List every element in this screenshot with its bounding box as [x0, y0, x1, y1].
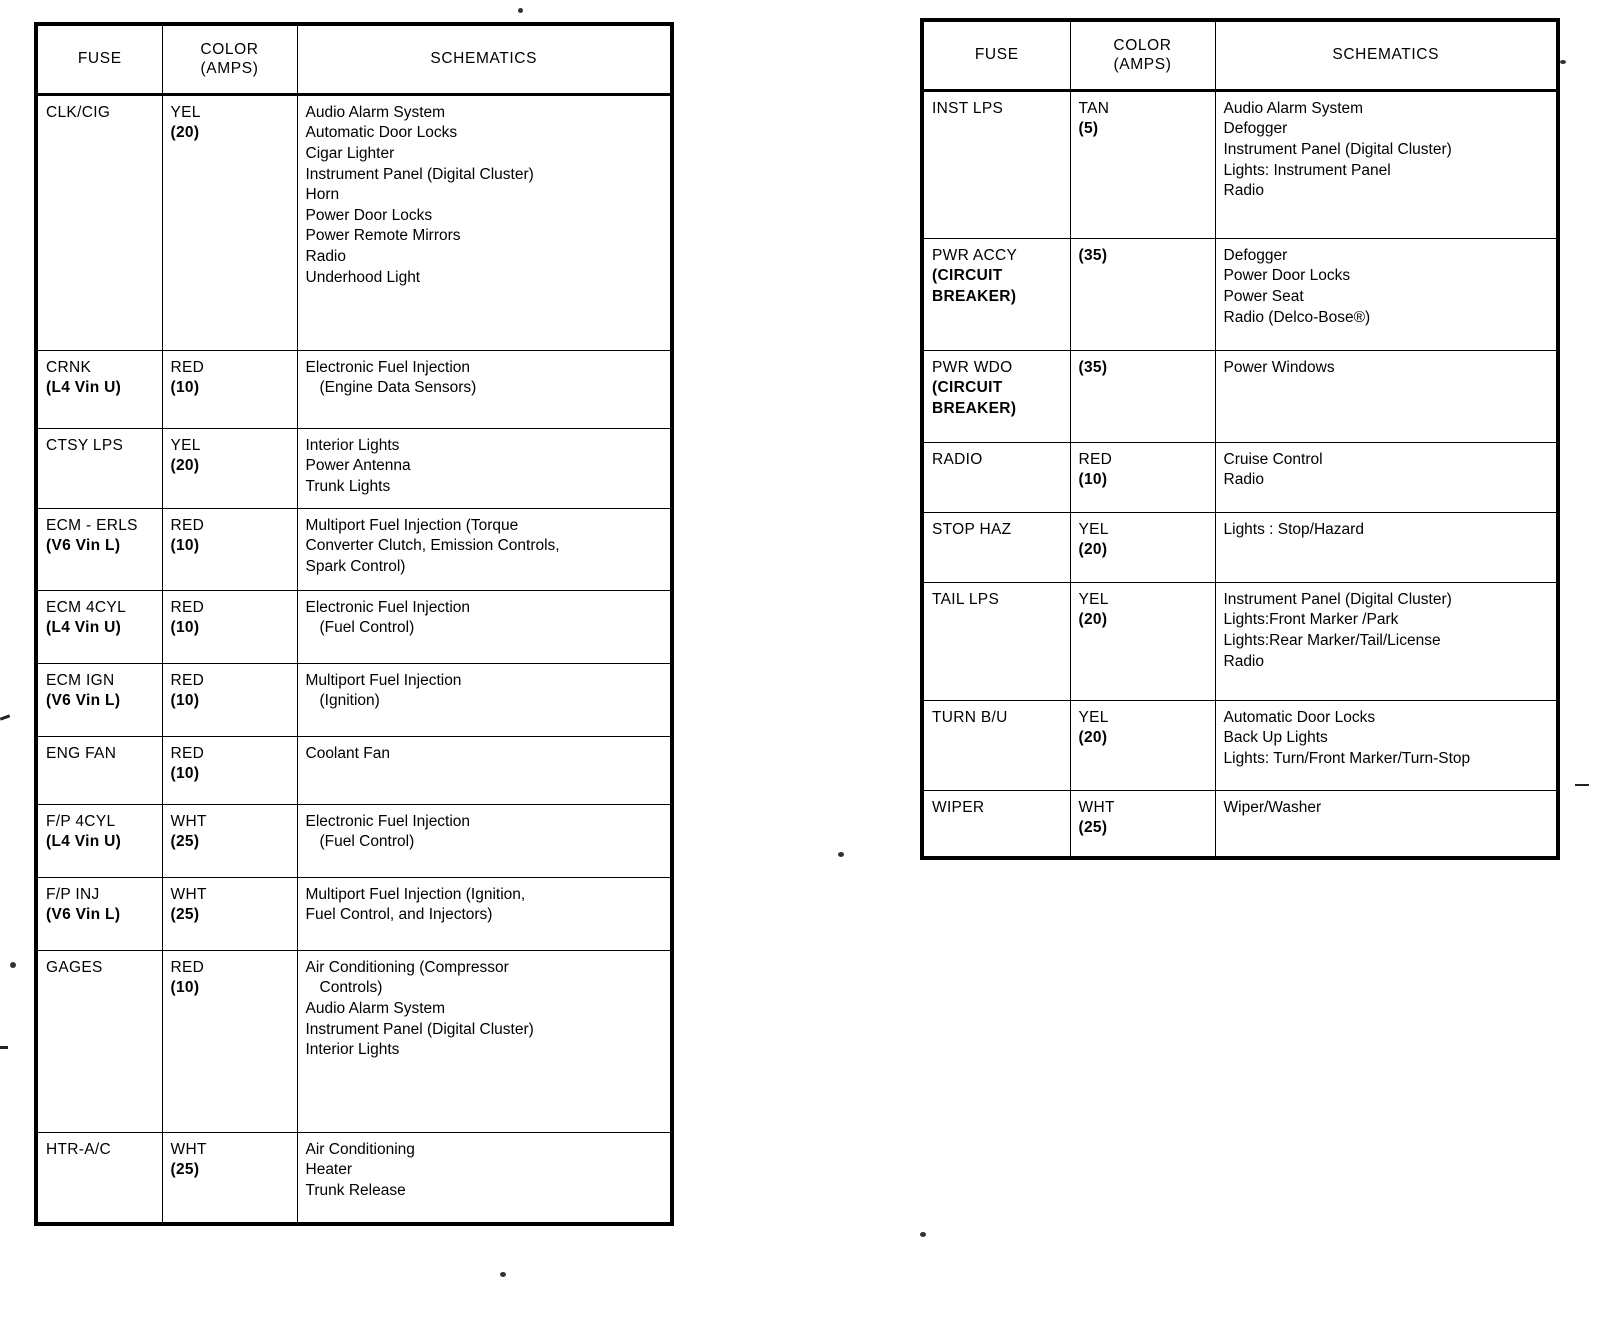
table-row — [38, 736, 670, 804]
table-header — [38, 26, 670, 94]
cell-fuse — [38, 94, 162, 350]
schematic-line: Radio (Delco-Bose®) — [1223, 308, 1371, 326]
table-row — [38, 663, 670, 736]
schematic-line: Instrument Panel (Digital Cluster) — [305, 1020, 534, 1038]
cell-schematics — [297, 1132, 670, 1222]
header-color-line2: (AMPS) — [1113, 56, 1172, 74]
cell-schematics — [297, 950, 670, 1132]
table-row — [38, 877, 670, 950]
fuse-name: TAIL LPS — [932, 590, 1000, 608]
fuse-subtext: BREAKER) — [932, 399, 1017, 417]
cell-color-amps — [162, 508, 297, 590]
scan-mark — [0, 1046, 8, 1049]
table-row — [924, 350, 1556, 442]
fuse-name: PWR ACCY — [932, 246, 1018, 264]
fuse-name: F/P INJ — [46, 885, 100, 903]
schematic-line: Audio Alarm System — [1223, 99, 1364, 117]
table-header — [924, 22, 1556, 90]
header-row — [924, 22, 1556, 90]
schematic-line: (Engine Data Sensors) — [319, 379, 477, 397]
cell-schematics — [1215, 512, 1556, 582]
fuse-amps: (25) — [170, 833, 200, 851]
cell-fuse — [38, 877, 162, 950]
fuse-amps: (20) — [170, 457, 200, 475]
schematic-line: Automatic Door Locks — [1223, 708, 1376, 726]
cell-schematics — [1215, 350, 1556, 442]
schematic-line: Power Windows — [1223, 358, 1335, 376]
fuse-name: ENG FAN — [46, 744, 117, 762]
fuse-color: WHT — [170, 812, 207, 830]
fuse-amps: (20) — [1078, 611, 1108, 629]
schematic-line: Interior Lights — [305, 1041, 400, 1059]
schematic-line: Radio — [1223, 182, 1264, 200]
fuse-name: ECM IGN — [46, 671, 115, 689]
schematic-line: Audio Alarm System — [305, 103, 446, 121]
schematic-line: Power Antenna — [305, 457, 411, 475]
fuse-amps: (20) — [1078, 541, 1108, 559]
scan-speck — [1560, 60, 1566, 64]
table-row — [924, 700, 1556, 790]
schematic-line: Multiport Fuel Injection — [305, 671, 462, 689]
cell-fuse — [924, 350, 1070, 442]
schematic-line: Trunk Lights — [305, 477, 391, 495]
schematic-line: Radio — [1223, 471, 1264, 489]
table-row — [38, 590, 670, 663]
cell-color-amps — [1070, 512, 1215, 582]
schematic-line: Lights:Rear Marker/Tail/License — [1223, 631, 1441, 649]
fuse-amps: (20) — [1078, 729, 1108, 747]
fuse-amps: (10) — [170, 765, 200, 783]
right-fuse-table — [920, 18, 1560, 860]
fuse-subtext: (L4 Vin U) — [46, 379, 122, 397]
fuse-amps: (35) — [1078, 246, 1108, 264]
cell-fuse — [38, 508, 162, 590]
fuse-amps: (25) — [170, 906, 200, 924]
header-row — [38, 26, 670, 94]
schematic-line: Lights : Stop/Hazard — [1223, 520, 1364, 538]
cell-schematics — [297, 804, 670, 877]
fuse-name: CLK/CIG — [46, 103, 111, 121]
fuse-subtext: (V6 Vin L) — [46, 537, 121, 555]
fuse-color: RED — [170, 671, 205, 689]
cell-schematics — [297, 428, 670, 508]
header-schematics: SCHEMATICS — [297, 26, 670, 94]
cell-schematics — [1215, 790, 1556, 856]
fuse-color: RED — [170, 598, 205, 616]
schematic-line: Trunk Release — [305, 1181, 406, 1199]
cell-color-amps — [162, 736, 297, 804]
fuse-name: RADIO — [932, 450, 983, 468]
fuse-subtext: (V6 Vin L) — [46, 692, 121, 710]
cell-schematics — [1215, 582, 1556, 700]
fuse-color: RED — [170, 516, 205, 534]
table-row — [38, 950, 670, 1132]
fuse-amps: (25) — [1078, 819, 1108, 837]
fuse-amps: (10) — [170, 979, 200, 997]
fuse-amps: (10) — [170, 379, 200, 397]
schematic-line: (Fuel Control) — [319, 619, 415, 637]
cell-color-amps — [162, 350, 297, 428]
left-fuse-table — [34, 22, 674, 1226]
schematic-line: (Ignition) — [319, 692, 380, 710]
fuse-amps: (5) — [1078, 120, 1099, 138]
cell-color-amps — [1070, 238, 1215, 350]
cell-color-amps — [1070, 582, 1215, 700]
fuse-subtext: (V6 Vin L) — [46, 906, 121, 924]
cell-color-amps — [162, 663, 297, 736]
header-color-amps — [162, 26, 297, 94]
header-schematics: SCHEMATICS — [1215, 22, 1556, 90]
cell-schematics — [1215, 700, 1556, 790]
schematic-line: Electronic Fuel Injection — [305, 598, 471, 616]
schematic-line: Multiport Fuel Injection (Ignition, — [305, 885, 526, 903]
table-row — [924, 512, 1556, 582]
fuse-name: HTR-A/C — [46, 1140, 112, 1158]
header-color-line1: COLOR — [1113, 37, 1172, 54]
table-row — [38, 804, 670, 877]
fuse-name: GAGES — [46, 958, 103, 976]
schematic-line: Power Remote Mirrors — [305, 227, 461, 245]
schematic-line: Back Up Lights — [1223, 729, 1328, 747]
cell-color-amps — [162, 804, 297, 877]
schematic-line: Defogger — [1223, 246, 1288, 264]
table-row — [924, 582, 1556, 700]
cell-color-amps — [162, 428, 297, 508]
header-fuse: FUSE — [924, 22, 1070, 90]
table-row — [38, 94, 670, 350]
cell-fuse — [924, 790, 1070, 856]
schematic-line: Lights: Turn/Front Marker/Turn-Stop — [1223, 749, 1471, 767]
fuse-name: ECM - ERLS — [46, 516, 138, 534]
table-row — [38, 350, 670, 428]
schematic-line: Heater — [305, 1161, 353, 1179]
schematic-line: Multiport Fuel Injection (Torque — [305, 516, 519, 534]
fuse-color: YEL — [170, 436, 201, 454]
cell-fuse — [924, 582, 1070, 700]
scan-speck — [838, 852, 844, 857]
schematic-line: Power Door Locks — [1223, 267, 1351, 285]
cell-color-amps — [1070, 700, 1215, 790]
cell-fuse — [924, 90, 1070, 238]
fuse-amps: (25) — [170, 1161, 200, 1179]
schematic-line: Cigar Lighter — [305, 144, 395, 162]
fuse-amps: (10) — [170, 619, 200, 637]
schematic-line: Air Conditioning (Compressor — [305, 958, 509, 976]
schematic-line: Wiper/Washer — [1223, 798, 1322, 816]
fuse-amps: (35) — [1078, 358, 1108, 376]
cell-fuse — [924, 512, 1070, 582]
schematic-line: Lights:Front Marker /Park — [1223, 611, 1399, 629]
fuse-color: YEL — [1078, 708, 1109, 726]
header-fuse: FUSE — [38, 26, 162, 94]
cell-color-amps — [1070, 442, 1215, 512]
fuse-name: CRNK — [46, 358, 92, 376]
fuse-subtext: (CIRCUIT — [932, 379, 1003, 397]
schematic-line: Converter Clutch, Emission Controls, — [305, 537, 560, 555]
fuse-color: RED — [1078, 450, 1113, 468]
cell-color-amps — [162, 950, 297, 1132]
schematic-line: Coolant Fan — [305, 744, 390, 762]
scan-speck — [10, 962, 16, 968]
fuse-color: RED — [170, 744, 205, 762]
schematic-line: Underhood Light — [305, 268, 421, 286]
table-row — [924, 90, 1556, 238]
schematic-line: Interior Lights — [305, 436, 400, 454]
cell-color-amps — [1070, 790, 1215, 856]
fuse-subtext: (L4 Vin U) — [46, 619, 122, 637]
schematic-line: Radio — [1223, 652, 1264, 670]
schematic-line: Audio Alarm System — [305, 999, 446, 1017]
header-color-line2: (AMPS) — [200, 60, 259, 78]
cell-fuse — [924, 700, 1070, 790]
cell-schematics — [297, 590, 670, 663]
fuse-color: RED — [170, 358, 205, 376]
schematic-line: Automatic Door Locks — [305, 124, 458, 142]
cell-schematics — [297, 508, 670, 590]
schematic-line: Power Seat — [1223, 287, 1304, 305]
cell-fuse — [38, 663, 162, 736]
cell-fuse — [38, 950, 162, 1132]
cell-color-amps — [162, 877, 297, 950]
schematic-line: Fuel Control, and Injectors) — [305, 906, 493, 924]
fuse-color: RED — [170, 958, 205, 976]
table-row — [38, 508, 670, 590]
cell-schematics — [1215, 238, 1556, 350]
scan-mark — [1575, 784, 1589, 786]
cell-fuse — [38, 428, 162, 508]
fuse-amps: (10) — [170, 537, 200, 555]
fuse-name: PWR WDO — [932, 358, 1013, 376]
scan-speck — [500, 1272, 506, 1277]
scan-speck — [518, 8, 523, 13]
schematic-line: Spark Control) — [305, 557, 406, 575]
table-row — [924, 442, 1556, 512]
table-row — [924, 238, 1556, 350]
cell-color-amps — [162, 590, 297, 663]
cell-color-amps — [162, 1132, 297, 1222]
schematic-line: Instrument Panel (Digital Cluster) — [305, 165, 534, 183]
schematic-line: Cruise Control — [1223, 450, 1323, 468]
schematic-line: Defogger — [1223, 120, 1288, 138]
table-body — [38, 94, 670, 1222]
schematic-line: Controls) — [319, 979, 383, 997]
cell-fuse — [38, 1132, 162, 1222]
fuse-color: YEL — [1078, 590, 1109, 608]
fuse-name: INST LPS — [932, 99, 1004, 117]
cell-schematics — [297, 94, 670, 350]
cell-color-amps — [1070, 90, 1215, 238]
fuse-subtext: BREAKER) — [932, 287, 1017, 305]
cell-color-amps — [162, 94, 297, 350]
fuse-color: WHT — [170, 885, 207, 903]
cell-fuse — [38, 350, 162, 428]
cell-fuse — [38, 736, 162, 804]
fuse-amps: (10) — [170, 692, 200, 710]
cell-fuse — [924, 238, 1070, 350]
cell-schematics — [1215, 442, 1556, 512]
fuse-subtext: (L4 Vin U) — [46, 833, 122, 851]
schematic-line: Electronic Fuel Injection — [305, 812, 471, 830]
schematic-line: Instrument Panel (Digital Cluster) — [1223, 590, 1452, 608]
schematic-line: Power Door Locks — [305, 206, 433, 224]
cell-fuse — [924, 442, 1070, 512]
table-body — [924, 90, 1556, 856]
schematic-line: (Fuel Control) — [319, 833, 415, 851]
fuse-name: ECM 4CYL — [46, 598, 127, 616]
schematic-line: Electronic Fuel Injection — [305, 358, 471, 376]
table-row — [38, 1132, 670, 1222]
cell-color-amps — [1070, 350, 1215, 442]
cell-fuse — [38, 590, 162, 663]
table-row — [38, 428, 670, 508]
schematic-line: Instrument Panel (Digital Cluster) — [1223, 140, 1452, 158]
fuse-name: TURN B/U — [932, 708, 1008, 726]
scan-mark — [0, 714, 10, 720]
fuse-color: YEL — [1078, 520, 1109, 538]
cell-schematics — [297, 877, 670, 950]
cell-schematics — [297, 736, 670, 804]
scan-speck — [920, 1232, 926, 1237]
fuse-name: WIPER — [932, 798, 985, 816]
cell-fuse — [38, 804, 162, 877]
cell-schematics — [297, 350, 670, 428]
header-color-amps — [1070, 22, 1215, 90]
fuse-amps: (20) — [170, 124, 200, 142]
cell-schematics — [1215, 90, 1556, 238]
fuse-color: WHT — [170, 1140, 207, 1158]
schematic-line: Lights: Instrument Panel — [1223, 161, 1391, 179]
fuse-color: WHT — [1078, 798, 1115, 816]
fuse-name: STOP HAZ — [932, 520, 1012, 538]
fuse-color: TAN — [1078, 99, 1110, 117]
fuse-subtext: (CIRCUIT — [932, 267, 1003, 285]
schematic-line: Horn — [305, 186, 340, 204]
schematic-line: Air Conditioning — [305, 1140, 415, 1158]
table-row — [924, 790, 1556, 856]
fuse-amps: (10) — [1078, 471, 1108, 489]
fuse-name: F/P 4CYL — [46, 812, 116, 830]
fuse-color: YEL — [170, 103, 201, 121]
header-color-line1: COLOR — [200, 41, 259, 58]
fuse-name: CTSY LPS — [46, 436, 124, 454]
schematic-line: Radio — [305, 248, 346, 266]
cell-schematics — [297, 663, 670, 736]
